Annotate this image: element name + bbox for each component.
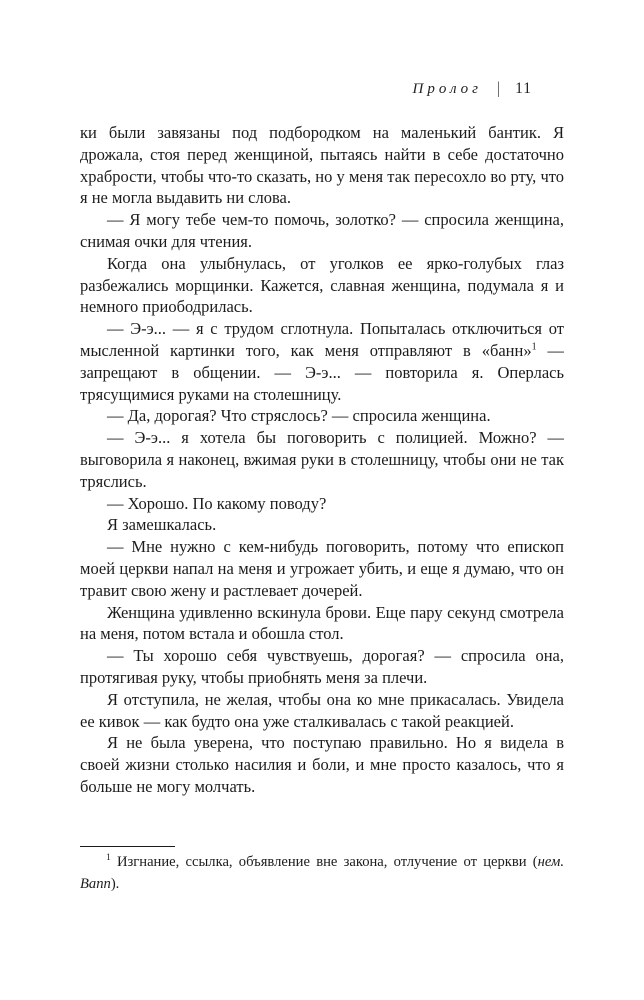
paragraph: Я отступила, не желая, чтобы она ко мне прикасалась. Увидела ее кивок — как будто она уже сталкивалась с такой реакцией. — [80, 689, 564, 731]
footnote — [80, 846, 564, 895]
paragraph: — Мне нужно с кем-нибудь поговорить, потому что епископ моей церкви напал на меня и угрожает убить, и еще я думаю, что он травит свою жену и растлевает дочерей. — [80, 537, 564, 600]
footnote-italic: нем. Bann — [80, 854, 564, 892]
paragraph: Я не была уверена, что поступаю правильно. Но я видела в своей жизни столько насилия и боли, и мне просто казалось, что я больше не могу молчать. — [80, 733, 564, 796]
paragraph: Когда она улыбнулась, от уголков ее ярко-голубых глаз разбежались морщинки. Кажется, славная женщина, подумала я и немного приободрилась. — [80, 253, 564, 317]
running-title: Пролог — [412, 81, 483, 97]
body-text — [80, 122, 564, 844]
footnote-text — [80, 852, 564, 895]
footnote-marker: 1 — [106, 853, 111, 864]
paragraph: Я замешкалась. — [107, 515, 217, 535]
paragraph: — Хорошо. По какому поводу? — [107, 493, 327, 513]
page-number: 11 — [515, 80, 532, 97]
footnote-body: Изгнание, ссылка, объявление вне закона, отлучение от церкви ( — [110, 854, 538, 870]
footnote-body-end: ). — [110, 875, 120, 892]
header-separator: | — [497, 79, 501, 99]
paragraph — [80, 318, 564, 405]
paragraph: ки были завязаны под подбородком на маленький бантик. Я дрожала, стоя перед женщиной, пытаясь найти в себе достаточно храбрости, чтобы что-то сказать, но у меня так пересохло во рту, что я не могла выдавить ни слова. — [80, 123, 564, 208]
paragraph-text: — Э-э... — я с трудом сглотнула. Попыталась отключиться от мысленной картинки того, как меня отправляют в «банн» — [80, 319, 564, 360]
paragraph: — Я могу тебе чем-то помочь, золотко? — спросила женщина, снимая очки для чтения. — [80, 210, 564, 251]
page-header — [80, 80, 564, 98]
paragraph: — Да, дорогая? Что стряслось? — спросила женщина. — [107, 406, 491, 426]
paragraph-text: — запрещают в общении. — Э-э... — повторила я. Оперлась трясущимися руками на столешницу. — [80, 340, 564, 404]
footnote-rule — [80, 846, 175, 847]
paragraph: — Э-э... я хотела бы поговорить с полицией. Можно? — выговорила я наконец, вжимая руки в столешницу, чтобы они не так тряслись. — [80, 428, 564, 491]
footnote-reference: 1 — [531, 341, 537, 353]
paragraph: — Ты хорошо себя чувствуешь, дорогая? — спросила она, протягивая руку, чтобы приобнять меня за плечи. — [80, 646, 564, 687]
paragraph: Женщина удивленно вскинула брови. Еще пару секунд смотрела на меня, потом встала и обошла стол. — [80, 602, 564, 644]
